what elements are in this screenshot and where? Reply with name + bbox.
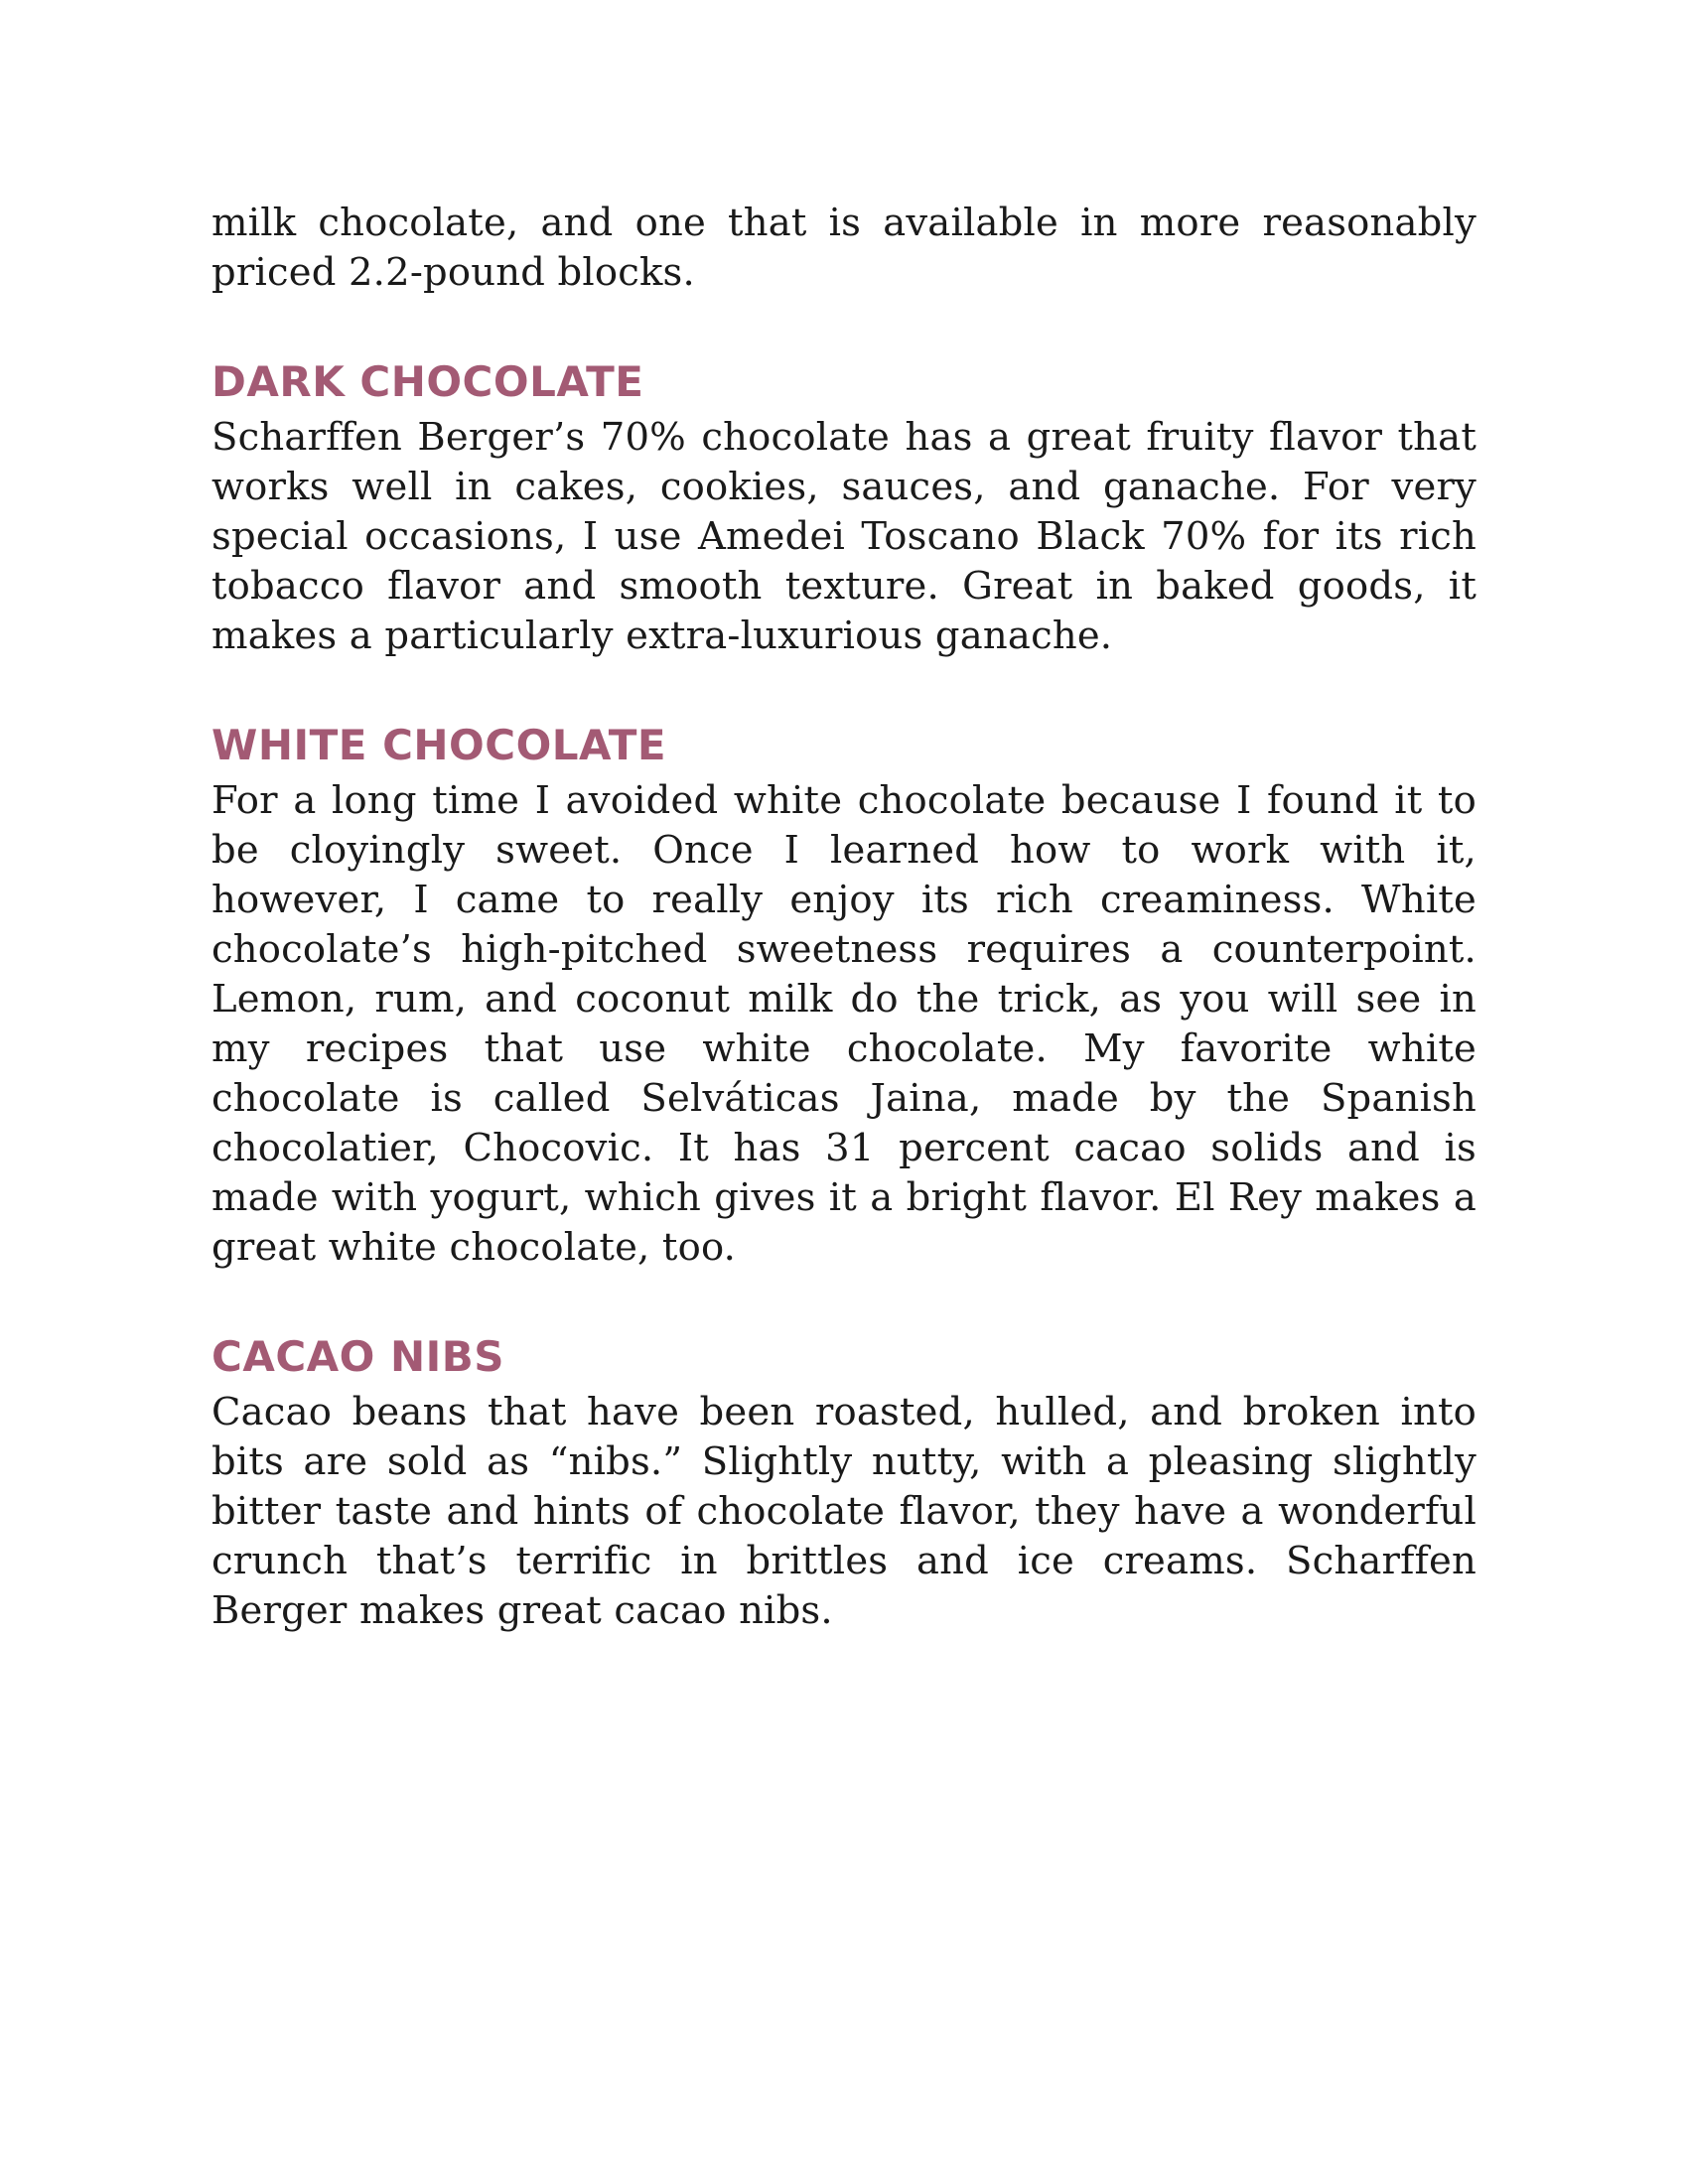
section-heading-cacao-nibs: CACAO NIBS: [211, 1332, 505, 1381]
section-heading-white-chocolate: WHITE CHOCOLATE: [211, 721, 667, 769]
page-content: [211, 199, 1477, 1636]
intro-paragraph: milk chocolate, and one that is available in more reasonably priced 2.2-pound blocks.: [211, 201, 1477, 295]
section-paragraph-white-chocolate: For a long time I avoided white chocolate because I found it to be cloyingly sweet. Once I learned how to work with it, however, I came to really enjoy its rich creaminess. White chocolate’s high-pitched sweetness requires a counterpoint. Lemon, rum, and coconut milk do the trick, as you will see in my recipes that use white chocolate. My favorite white chocolate is called Selváticas Jaina, made by the Spanish chocolatier, Chocovic. It has 31 percent cacao solids and is made with yogurt, which gives it a bright flavor. El Rey makes a great white chocolate, too.: [211, 778, 1477, 1270]
section-paragraph-cacao-nibs: Cacao beans that have been roasted, hulled, and broken into bits are sold as “nibs.” Slightly nutty, with a pleasing slightly bitter taste and hints of chocolate flavor, they have a wonderful crunch that’s terrific in brittles and ice creams. Scharffen Berger makes great cacao nibs.: [211, 1390, 1477, 1633]
section-cacao-nibs: [211, 1332, 1477, 1636]
section-white-chocolate: [211, 721, 1477, 1273]
section-dark-chocolate: [211, 357, 1477, 661]
section-paragraph-dark-chocolate: Scharffen Berger’s 70% chocolate has a great fruity flavor that works well in cakes, cookies, sauces, and ganache. For very special occasions, I use Amedei Toscano Black 70% for its rich tobacco flavor and smooth texture. Great in baked goods, it makes a particularly extra-luxurious ganache.: [211, 415, 1477, 658]
section-heading-dark-chocolate: DARK CHOCOLATE: [211, 357, 644, 406]
